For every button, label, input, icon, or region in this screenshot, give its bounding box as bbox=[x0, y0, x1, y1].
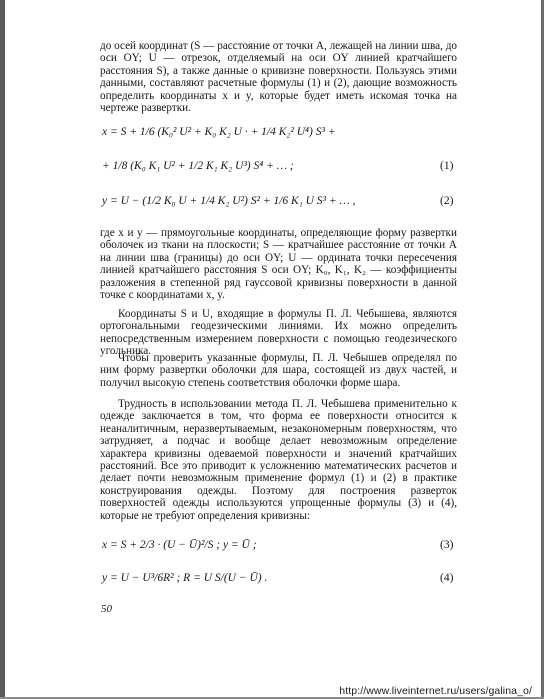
watermark-url: http://www.liveinternet.ru/users/galina_o/ bbox=[339, 685, 532, 697]
paragraph-5 bbox=[100, 398, 457, 522]
paragraph-1 bbox=[100, 40, 457, 114]
formula-1-number: (1) bbox=[440, 160, 454, 172]
paragraph-5-text: Трудность в использовании метода П. Л. Чебышева применительно к одежде заключается в том, что форма ее поверхности относится к неаналитичным, неразвертываемым, незакономерным поверхностям, что затрудняет, а подчас и вообще делает невозможным определение характера кривизны одеваемой поверхности и значений кратчайших расстояний. Все это приводит к усложнению математических расчетов и делает почти невозможным применение формул (1) и (2) в практике конструирования одежды. Поэтому для построения разверток поверхностей одежды используются упрощенные формулы (3) и (4), которые не требуют определения кривизны: bbox=[100, 398, 457, 522]
formula-3: x = S + 2/3 · (U − Ū)²/S ; y = Ū ; bbox=[102, 539, 257, 551]
page-number: 50 bbox=[101, 603, 112, 615]
paragraph-1-text: до осей координат (S — расстояние от точки A, лежащей на линии шва, до оси OY; U — отрезок, отделяемый на оси OY линией кратчайшего расстояния S), а также данные о кривизне поверхности. Пользуясь этими данными, составляют расчетные формулы (1) и (2), дающие возможность определить координаты x и y, которые будет иметь искомая точка на чертеже развертки. bbox=[100, 40, 457, 115]
paragraph-2 bbox=[100, 227, 457, 301]
formula-3-number: (3) bbox=[440, 539, 454, 551]
paragraph-2-text: где x и y — прямоугольные координаты, определяющие форму развертки оболочек из ткани на плоскости; S — кратчайшее расстояние от точки A на линии шва (границы) до оси OY; U — ордината точки пересечения линией кратчайшего расстояния S оси OY; K₀, K₁, K₂ — коэффициенты разложения в степенной ряд гауссовой кривизны поверхности в данной точке с координатами x, y. bbox=[100, 227, 457, 302]
paragraph-4 bbox=[100, 352, 457, 389]
formula-1-line-2: + 1/8 (K₀ K₁ U² + 1/2 K₁ K₂ U³) S⁴ + … ; bbox=[102, 160, 294, 172]
formula-2-number: (2) bbox=[440, 195, 454, 207]
paragraph-3 bbox=[100, 308, 457, 358]
formula-1-line-1: x = S + 1/6 (K₀² U² + K₀ K₂ U · + 1/4 K₂² U⁴) S³ + bbox=[102, 126, 336, 138]
scan-edge-left bbox=[0, 0, 5, 699]
paragraph-3-text: Координаты S и U, входящие в формулы П. Л. Чебышева, являются ортогональными геодезическими линиями. Их можно определить непосредственным измерением поверхности с помощью геодезического угольника. bbox=[100, 308, 457, 358]
formula-4-number: (4) bbox=[440, 572, 454, 584]
paragraph-4-text: Чтобы проверить указанные формулы, П. Л. Чебышев определял по ним форму развертки оболочки для шара, состоящей из двух частей, и получил высокую степень соответствия оболочки форме шара. bbox=[100, 352, 457, 389]
formula-2: y = U − (1/2 K₀ U + 1/4 K₂ U²) S² + 1/6 K₁ U S³ + … , bbox=[102, 195, 356, 207]
formula-4: y = U − U³/6R² ; R = U S/(U − Ū) . bbox=[102, 572, 268, 584]
